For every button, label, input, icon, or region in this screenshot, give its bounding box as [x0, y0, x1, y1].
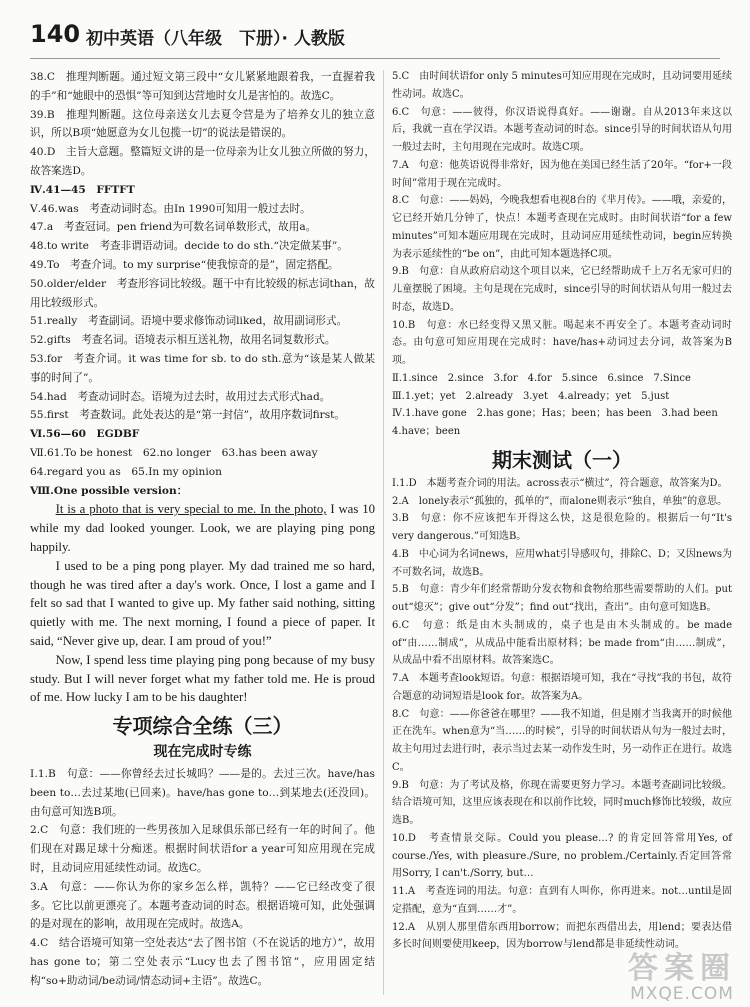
answer-item: Ⅲ.1.yet；yet 2.already 3.yet 4.already；yet 5.just [392, 390, 670, 402]
answer-item: Ⅵ.56—60 EGDBF [30, 428, 140, 441]
answer-item: 64.regard you as 65.In my opinion [30, 465, 222, 478]
answer-item: 4.B 中心词为名词news，应用what引导感叹句，排除C、D；又因news为不可数名词，故选B。 [392, 548, 732, 578]
answer-item: 39.B 推理判断题。这位母亲送女儿去夏令营是为了培养女儿的独立意识，所以B项“她愿意为女儿包揽一切”的说法是错误的。 [30, 108, 375, 140]
answer-item: Ⅳ.1.have gone 2.has gone；Has；been；has been 3.had been [392, 408, 718, 420]
left-column [30, 68, 375, 991]
answer-item: 3.B 句意：你不应该把车开得这么快，这是很危险的。根据后一句“It's very dangerous.”可知选B。 [392, 513, 732, 542]
answer-item: Ⅴ.46.was 考查动词时态。由In 1990可知用一般过去时。 [30, 202, 311, 215]
answer-item: 12.A 从别人那里借东西用borrow；而把东西借出去，用lend；要表达借多长时间则要使用keep，因为borrow与lend都是非延续性动词。 [392, 921, 732, 951]
essay-paragraph [30, 500, 375, 556]
answer-item: 55.first 考查数词。此处表达的是“第一封信”，故用序数词first。 [30, 409, 345, 422]
answer-item: Ⅳ.41—45 FFTFT [30, 183, 135, 196]
watermark-logo-text: 答案圈 [628, 951, 736, 986]
book-title: 初中英语（八年级 下册）· 人教版 [86, 29, 345, 49]
answer-item: 2.C 句意：我们班的一些男孩加入足球俱乐部已经有一年的时间了。他们现在对踢足球十分痴迷。根据时间状语for a year可知应用现在完成时，且动词应用延续性动词。故选C。 [30, 824, 375, 875]
answer-item: 4.have；been [392, 426, 461, 437]
answer-item: 8.C 句意：——妈妈，今晚我想看电视8台的《芈月传》。——哦，亲爱的，它已经开始几分钟了，快点！本题考查现在完成时。由时间状语“for a few minutes”可知本题应用现在完成时，且动词应用延续性动词，begin应转换为表示延续性的“be on”，由此可知本题选择C项。 [392, 195, 732, 260]
answer-item: 49.To 考查介词。to my surprise“使我惊奇的是”，固定搭配。 [30, 258, 339, 271]
answer-item: 6.C 句意：——彼得，你汉语说得真好。——谢谢。自从2013年来这以后，我就一直在学汉语。本题考查动词的时态。since引导的时间状语从句用一般过去时，主句用现在完成时。故选C项。 [392, 106, 732, 153]
essay-underlined-text: It is a photo that is very special to me. In the photo, [55, 502, 327, 517]
answer-item: Ⅶ.61.To be honest 62.no longer 63.has been away [30, 446, 318, 459]
answer-item: 10.D 考查情景交际。Could you please…? 的肯定回答常用Yes, of course./Yes, with pleasure./Sure, no problem./Certainly.否定回答常用Sorry, I can't./Sorry, but… [392, 832, 732, 880]
answer-item: 47.a 考查冠词。pen friend为可数名词单数形式，故用a。 [30, 221, 317, 234]
column-divider [383, 70, 384, 995]
essay-paragraph: I used to be a ping pong player. My dad trained me so hard, though he was tired after a day's work. Once, I lost a game and I felt so sad that I wanted to give up. My father said nothing, sitting quietly with me. The next morning, I found a piece of paper. It said, “Never give up, dear. I am proud of you!” [30, 558, 375, 648]
answer-item: 3.A 句意：——你认为你的家乡怎么样，凯特？——它已经改变了很多。它比以前更漂亮了。本题考查动词的时态。根据语境可知，此处强调的是对现在的影响，故用现在完成时。故选A。 [30, 880, 375, 931]
chapter-title: 期末测试（一） [492, 447, 632, 472]
page-number: 140 [30, 20, 81, 48]
answer-item: 53.for 考查介词。it was time for sb. to do sth.意为“该是某人做某事的时间了”。 [30, 352, 375, 384]
chapter-subtitle: 现在完成时专练 [153, 744, 252, 761]
answer-item: 50.older/elder 考查形容词比较级。题干中有比较级的标志词than，故用比较级形式。 [30, 277, 375, 309]
watermark-url: MXQE.COM [630, 984, 734, 1004]
answer-item: 5.C 由时间状语for only 5 minutes可知应用现在完成时，且动词要用延续性动词。故选C。 [392, 71, 732, 100]
answer-item: Ⅰ.1.D 本题考查介词的用法。across表示“横过”，符合题意，故答案为D。 [392, 477, 728, 489]
answer-item: 38.C 推理判断题。通过短文第三段中“女儿紧紧地跟着我，一直握着我的手”和“她眼中的恐惧”等可知到达营地时女儿是害怕的。故选C。 [30, 71, 375, 102]
essay-text: I was 10 while my dad looked younger. Look, we are playing ping pong happily. [30, 502, 375, 554]
answer-item: 2.A lonely表示“孤独的，孤单的”，而alone则表示“独自，单独”的意思。 [392, 495, 728, 507]
answer-item: 40.D 主旨大意题。整篇短文讲的是一位母亲为让女儿独立所做的努力，故答案选D。 [30, 146, 375, 177]
right-column [392, 68, 732, 954]
answer-item: 6.C 句意：纸是由木头制成的，桌子也是由木头制成的。be made of“由……制成”，从成品中能看出原材料；be made from“由……制成”，从成品中看不出原材料。故答案选C。 [392, 619, 732, 667]
page-header [30, 18, 720, 59]
answer-item: Ⅱ.1.since 2.since 3.for 4.for 5.since 6.since 7.Since [392, 372, 691, 384]
essay-paragraph: Now, I spend less time playing ping pong because of my busy study. But I will never forget what my father told me. He is proud of me. How lucky I am to be his daughter! [30, 652, 375, 705]
answer-item: 54.had 考查动词时态。语境为过去时，故用过去式形式had。 [30, 390, 331, 403]
answer-item: 5.B 句意：青少年们经常帮助分发衣物和食物给那些需要帮助的人们。put out“熄灭”；give out“分发”；find out“找出，查出”。由句意可知选B。 [392, 584, 732, 613]
answer-item: 51.really 考查副词。语境中要求修饰动词liked，故用副词形式。 [30, 315, 348, 328]
site-watermark [628, 953, 736, 1003]
answer-item: 8.C 句意：——你爸爸在哪里？——我不知道，但是刚才当我离开的时候他正在洗车。when意为“当……的时候”，引导的时间状语从句为一般过去时，故主句用过去进行时，表示当过去某一动作发生时，另一动作正在进行。故选C。 [392, 708, 732, 773]
answer-item: 10.B 句意：水已经变得又黑又脏。喝起来不再安全了。本题考查动词时态。由句意可知应用现在完成时：have/has+动词过去分词，故答案为B项。 [392, 319, 732, 366]
answer-item: 7.A 本题考查look短语。句意：根据语境可知，我在“寻找”我的书包，故符合题意的动词短语是look for。故答案为A。 [392, 673, 732, 702]
answer-item: 7.A 句意：他英语说得非常好，因为他在美国已经生活了20年。“for+一段时间”常用于现在完成时。 [392, 159, 732, 189]
answer-item: 52.gifts 考查名词。语境表示相互送礼物，故用名词复数形式。 [30, 334, 336, 347]
answer-item: 9.B 句意：为了考试及格，你现在需要更努力学习。本题考查副词比较级。结合语境可知，这里应该表现在和以前作比较，同时much修饰比较级，故应选B。 [392, 779, 732, 826]
answer-item: Ⅰ.1.B 句意：——你曾经去过长城吗？——是的。去过三次。have/has been to…去过某地(已回来)。have/has gone to…到某地去(还没回)。由句意可知选B项。 [30, 768, 375, 818]
one-possible-version-label: Ⅷ.One possible version： [30, 484, 188, 497]
chapter-title: 专项综合全练（三） [112, 714, 293, 739]
answer-item: 48.to write 考查非谓语动词。decide to do sth.“决定做某事”。 [30, 240, 348, 253]
answer-item: 4.C 结合语境可知第一空处表达“去了图书馆（不在说话的地方）”，故用has gone to；第二空处表示“Lucy也去了图书馆”，应用固定结构“so+助动词/be动词/情态动词+主语”。故选C。 [30, 937, 375, 987]
answer-item: 9.B 句意：自从政府启动这个项目以来，它已经帮助成千上万名无家可归的儿童摆脱了困境。主句是现在完成时，since引导的时间状语从句用一般过去时态，故选D。 [392, 266, 732, 313]
answer-item: 11.A 考查连词的用法。句意：直到有人叫你，你再进来。not…until是固定搭配，意为“直到……才”。 [392, 886, 732, 915]
